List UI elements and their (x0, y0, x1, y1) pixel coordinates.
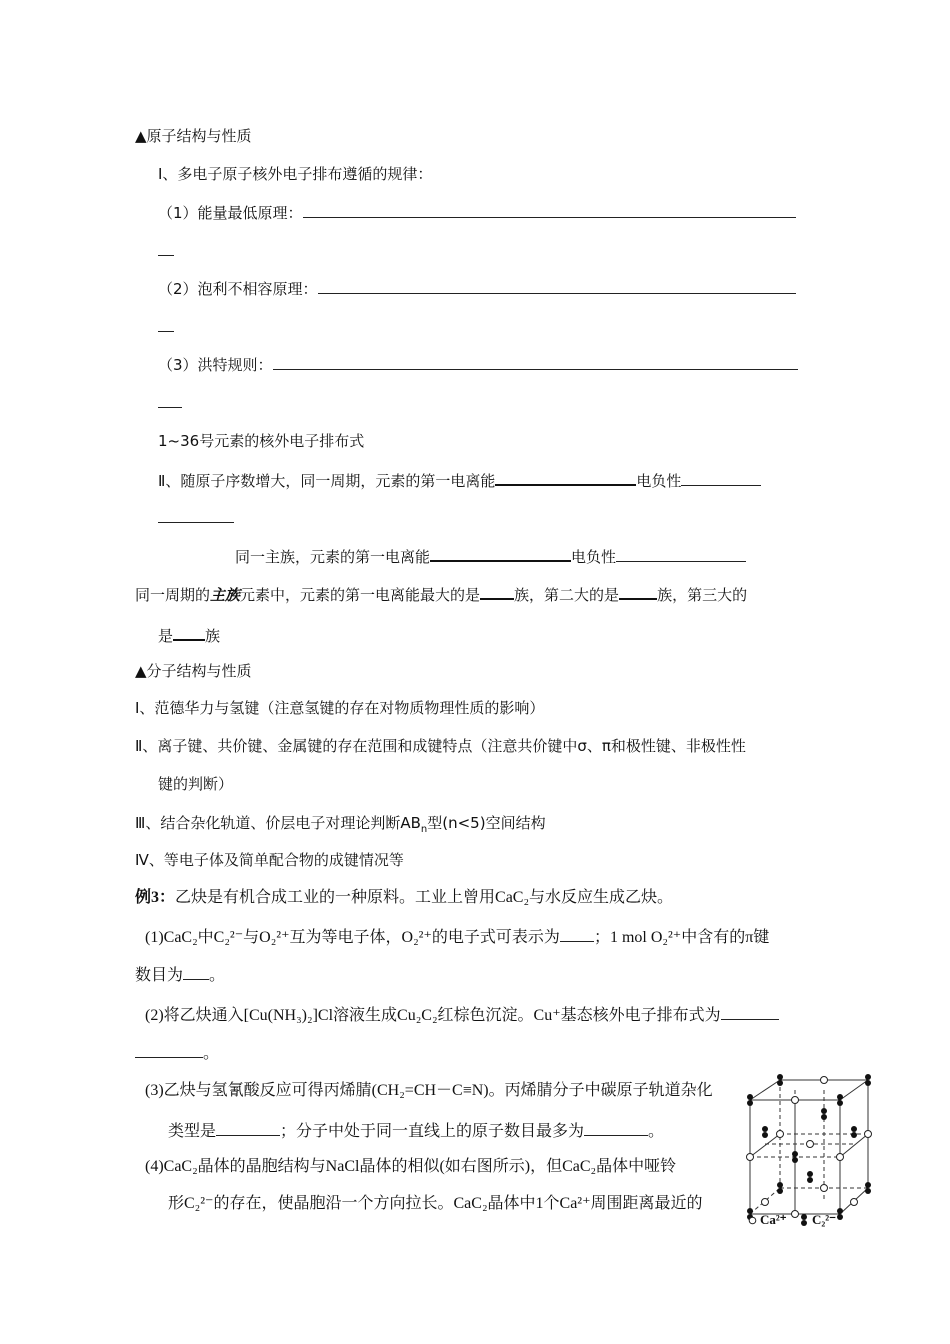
q3-line: (3)乙炔与氢氰酸反应可得丙烯腈(CH₂=CH－C≡N)。丙烯腈分子中碳原子轨道杂化 (145, 1082, 713, 1099)
rule1-blank-cont[interactable] (158, 240, 174, 261)
example-3-intro: 例3：乙炔是有机合成工业的一种原料。工业上曾用CaC₂与水反应生成乙炔。 (135, 889, 674, 906)
config-1-36: 1~36号元素的核外电子排布式 (158, 432, 365, 450)
c2-legend-icon (800, 1213, 808, 1227)
main-group-emph: 主族 (210, 586, 241, 604)
third-blank[interactable] (173, 624, 205, 641)
main-group-question-cont: 是 族 (158, 624, 220, 646)
trend-group-label: 同一主族，元素的第一电离能 (235, 548, 431, 566)
electroneg-period-blank-cont[interactable] (158, 507, 234, 528)
q1-line-cont: 数目为 。 (135, 964, 225, 986)
rule1-label: （1）能量最低原理： (158, 204, 303, 222)
q3-linear-blank[interactable] (584, 1120, 648, 1136)
q2-line: (2)将乙炔通入[Cu(NH₃)₂]Cl溶液生成Cu₂C₂红棕色沉淀。Cu⁺基态核外电子排布式为 (145, 1004, 779, 1026)
molecular-item-2: Ⅱ、离子键、共价键、金属键的存在范围和成键特点（注意共价键中σ、π和极性键、非极性性 (135, 737, 746, 755)
rule2-blank-cont[interactable] (158, 316, 174, 337)
q3-hybrid-blank[interactable] (216, 1120, 280, 1136)
molecular-item-4: Ⅳ、等电子体及简单配合物的成键情况等 (135, 851, 404, 869)
ionization-period-blank[interactable] (495, 469, 636, 486)
ca-legend-icon (748, 1216, 757, 1225)
electroneg-label: 电负性 (636, 472, 682, 490)
q2-line-cont: 。 (135, 1042, 219, 1064)
q2-config-blank[interactable] (721, 1004, 779, 1020)
q4-line-cont: 形C₂²⁻的存在，使晶胞沿一个方向拉长。CaC₂晶体中1个Ca²⁺周围距离最近的 (168, 1195, 703, 1212)
rule1-blank[interactable] (303, 202, 796, 218)
trend-group-line (235, 545, 746, 567)
rule3-blank[interactable] (273, 354, 798, 370)
ionization-group-blank[interactable] (430, 545, 571, 562)
c2-legend-label: C₂²⁻ (812, 1212, 837, 1227)
rule3-line (158, 354, 798, 375)
electroneg-group-blank[interactable] (616, 546, 746, 562)
trend-period-line (158, 469, 761, 491)
rule1-line (158, 202, 796, 223)
molecular-item-1: Ⅰ、范德华力与氢键（注意氢键的存在对物质物理性质的影响） (135, 699, 545, 717)
q1-formula-blank[interactable] (560, 926, 594, 942)
electroneg-period-blank[interactable] (681, 470, 761, 486)
example-label: 例3 (135, 889, 160, 906)
q1-line: (1)CaC₂中C₂²⁻与O₂²⁺互为等电子体，O₂²⁺的电子式可表示为 ；1 mol O₂²⁺中含有的π键 (145, 926, 769, 948)
rule2-label: （2）泡利不相容原理： (158, 280, 318, 298)
molecular-item-2-cont: 键的判断） (158, 775, 234, 793)
section-molecular-title: ▲分子结构与性质 (135, 662, 252, 680)
rule3-label: （3）洪特规则： (158, 356, 273, 374)
largest-blank[interactable] (480, 583, 514, 600)
rule3-blank-cont[interactable] (158, 392, 182, 413)
rule2-line (158, 278, 796, 299)
ca-legend-label: Ca²⁺ (760, 1212, 787, 1227)
figure-legend (748, 1212, 878, 1230)
electroneg-label-2: 电负性 (571, 548, 617, 566)
q2-config-blank-cont[interactable] (135, 1042, 203, 1058)
trend-period-label: Ⅱ、随原子序数增大，同一周期，元素的第一电离能 (158, 472, 496, 490)
q3-line-cont: 类型是 ；分子中处于同一直线上的原子数目最多为 。 (168, 1120, 664, 1142)
cac2-unit-cell-figure (744, 1074, 882, 1234)
section-atomic-title: ▲原子结构与性质 (135, 127, 252, 145)
rules-intro: Ⅰ、多电子原子核外电子排布遵循的规律： (158, 165, 433, 183)
q1-pi-blank[interactable] (183, 964, 209, 980)
molecular-item-3: Ⅲ、结合杂化轨道、价层电子对理论判断$AB_n$型(n<5)空间结构 (135, 814, 546, 835)
second-blank[interactable] (619, 583, 657, 600)
q4-line: (4)CaC₂晶体的晶胞结构与NaCl晶体的相似(如右图所示)，但CaC₂晶体中哑铃 (145, 1158, 677, 1175)
rule2-blank[interactable] (318, 278, 796, 294)
main-group-question: 同一周期的主族元素中，元素的第一电离能最大的是 族，第二大的是 族，第三大的 (135, 583, 747, 605)
